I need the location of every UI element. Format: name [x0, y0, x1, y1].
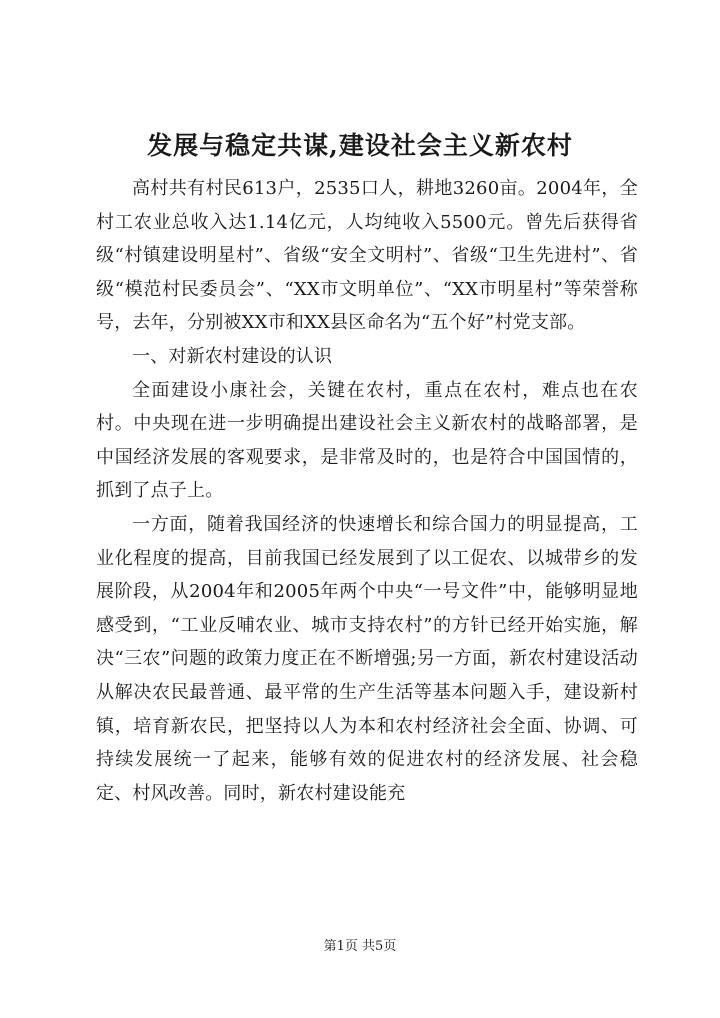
section-heading-understanding: 一、对新农村建设的认识 — [132, 345, 333, 367]
document-title: 发展与稳定共谋,建设社会主义新农村 — [147, 131, 573, 160]
paragraph-key-in-rural: 全面建设小康社会，关键在农村，重点在农村，难点也在农村。中央现在进一步明确提出建设社会主义新农村的战略部署，是中国经济发展的客观要求，是非常及时的，也是符合中国国情的，抓到了点子上。 — [96, 379, 638, 502]
document-body — [96, 172, 638, 810]
page-footer: 第1页 共5页 — [323, 939, 397, 954]
paragraph-on-one-hand: 一方面，随着我国经济的快速增长和综合国力的明显提高，工业化程度的提高，目前我国已经发展到了以工促农、以城带乡的发展阶段，从2004年和2005年两个中央“一号文件”中，能够明显地感受到，“工业反哺农业、城市支持农村”的方针已经开始实施，解决“三农”问题的政策力度正在不断增强;另一方面，新农村建设活动从解决农民最普通、最平常的生产生活等基本问题入手，建设新村镇，培育新农民，把坚持以人为本和农村经济社会全面、协调、可持续发展统一了起来，能够有效的促进农村的经济发展、社会稳定、村风改善。同时，新农村建设能充 — [96, 513, 638, 804]
paragraph-village-intro: 高村共有村民613户，2535口人，耕地3260亩。2004年，全村工农业总收入达1.14亿元，人均纯收入5500元。曾先后获得省级“村镇建设明星村”、省级“安全文明村”、省级“卫生先进村”、省级“模范村民委员会”、“XX市文明单位”、“XX市明星村”等荣誉称号，去年，分别被XX市和XX县区命名为“五个好”村党支部。 — [96, 178, 638, 334]
